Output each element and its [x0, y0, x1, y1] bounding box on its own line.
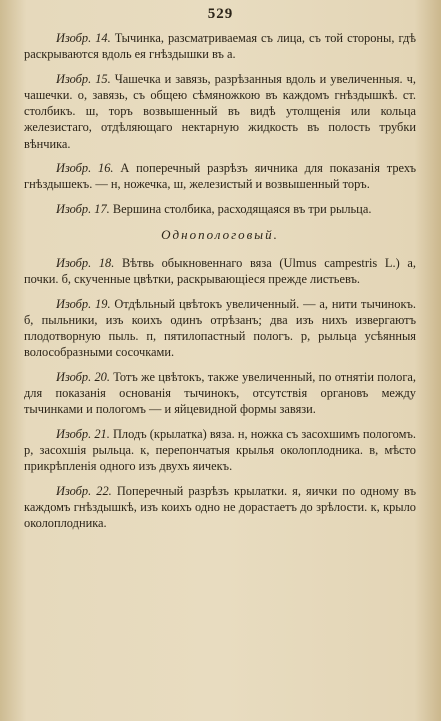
figure-label: Изобр. 17. — [56, 201, 110, 216]
page-content — [24, 30, 416, 531]
figure-text: Тотъ же цвѣтокъ, также увеличенный, по отнятіи полога, для показанія основанія тычинокъ, отсутствія органовъ между тычинками и пологомъ — и яйцевидной формы завязи. — [24, 369, 416, 417]
figure-text: Отдѣльный цвѣтокъ увеличенный. — а, нити тычинокъ. б, пыльники, изъ коихъ одинъ отрѣзанъ; два изъ нихъ извергаютъ плодотворную пыль. п, пятилопастный пологъ. р, рыльца усѣянныя волособразными сосочками. — [24, 296, 416, 360]
figure-label: Изобр. 20. — [56, 369, 110, 384]
figure-caption-18 — [24, 255, 416, 288]
figure-label: Изобр. 18. — [56, 255, 115, 270]
section-heading: Однопологовый. — [161, 226, 279, 242]
figure-caption-15 — [24, 71, 416, 152]
figure-label: Изобр. 21. — [56, 426, 110, 441]
figure-text: Плодъ (крылатка) вяза. н, ножка съ засохшимъ пологомъ. р, засохшія рыльца. к, перепончатыя крылья околоплодника. в, мѣсто прикрѣпленія одного изъ двухъ яичекъ. — [24, 426, 416, 474]
figure-label: Изобр. 22. — [56, 483, 112, 498]
figure-label: Изобр. 14. — [56, 31, 111, 45]
page-number: 529 — [207, 6, 234, 22]
figure-caption-17 — [24, 201, 416, 217]
figure-text: Тычинка, разсматриваемая съ лица, съ той стороны, гдѣ раскрываются вдоль ея гнѣздышки въ а. — [24, 31, 416, 62]
figure-text: А поперечный разрѣзъ яичника для показанія трехъ гнѣздышекъ. — н, ножечка, ш, железистый и возвышенный торъ. — [24, 161, 416, 192]
figure-text: Вершина столбика, расходящаяся въ три рыльца. — [112, 201, 372, 216]
figure-text: Чашечка и завязь, разрѣзанныя вдоль и увеличенныя. ч, чашечки. о, завязь, съ общею сѣмяножкою въ каждомъ гнѣздышкѣ. ст. столбикъ. ш, торъ возвышенный въ видѣ утолщенія или кольца железистаго, отдѣляющаго нектарную жидкость въ полость трубки вѣнчика. — [24, 71, 416, 151]
figure-caption-19 — [24, 296, 416, 361]
figure-text: Поперечный разрѣзъ крылатки. я, яички по одному въ каждомъ гнѣздышкѣ, изъ коихъ одно не дорастаетъ до зрѣлости. к, крыло околоплодника. — [24, 483, 416, 531]
figure-caption-22 — [24, 483, 416, 532]
figure-text: Вѣтвь обыкновеннаго вяза (Ulmus campestris L.) а, почки. б, скученные цвѣтки, раскрывающіеся прежде листьевъ. — [24, 255, 416, 287]
figure-caption-20 — [24, 369, 416, 418]
figure-caption-16 — [24, 160, 416, 193]
figure-label: Изобр. 16. — [56, 161, 114, 176]
figure-caption-14 — [24, 30, 416, 63]
figure-label: Изобр. 19. — [56, 296, 111, 311]
figure-label: Изобр. 15. — [56, 71, 111, 86]
figure-caption-21 — [24, 426, 416, 475]
